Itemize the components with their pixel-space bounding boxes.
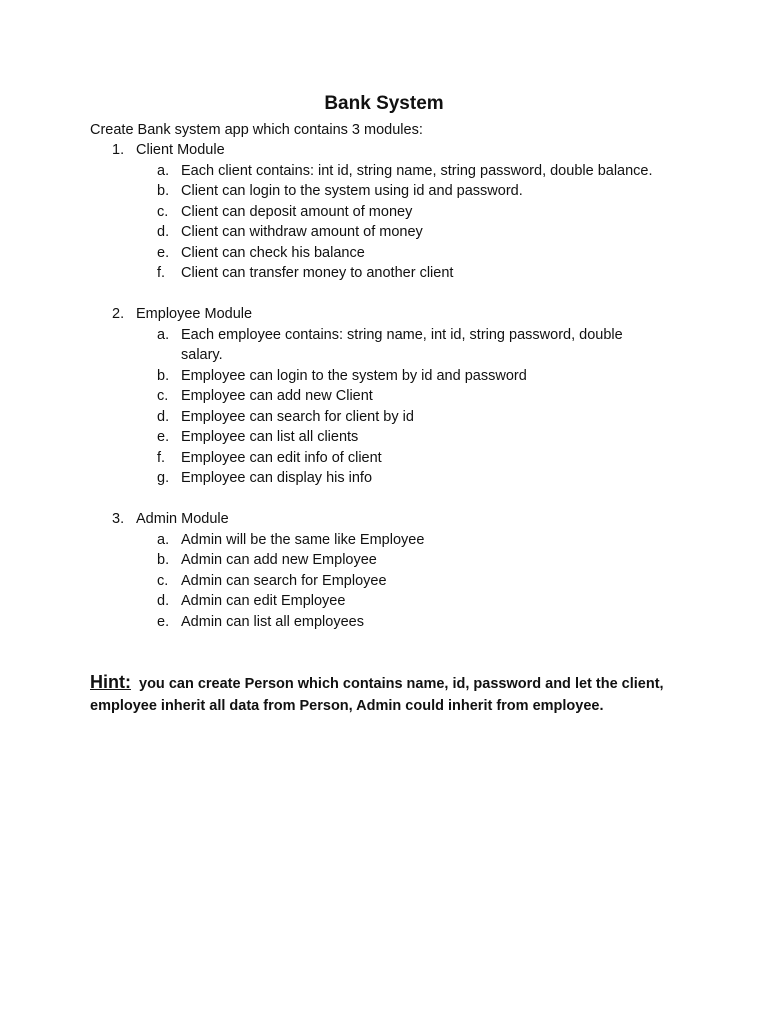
list-item bbox=[0, 571, 768, 592]
admin-module bbox=[0, 509, 768, 632]
list-item bbox=[0, 468, 768, 489]
item-text: Admin can add new Employee bbox=[181, 552, 377, 568]
list-item bbox=[0, 550, 768, 571]
list-item bbox=[0, 427, 768, 448]
item-letter: c. bbox=[157, 203, 169, 220]
item-text: Client can transfer money to another client bbox=[181, 265, 454, 281]
item-text: Admin can list all employees bbox=[181, 613, 364, 630]
item-text: Client can check his balance bbox=[181, 244, 365, 261]
item-letter: a. bbox=[157, 326, 170, 343]
item-letter: d. bbox=[157, 224, 170, 240]
item-letter: b. bbox=[157, 367, 170, 384]
item-letter: f. bbox=[157, 449, 166, 466]
list-item bbox=[0, 612, 768, 633]
item-letter: e. bbox=[157, 429, 170, 445]
item-letter: c. bbox=[157, 388, 169, 404]
item-text: Employee can add new Client bbox=[181, 388, 373, 404]
item-text: Client can deposit amount of money bbox=[181, 203, 413, 220]
list-item bbox=[0, 161, 768, 182]
list-item bbox=[0, 263, 768, 284]
item-text: Employee can login to the system by id and password bbox=[181, 367, 527, 384]
list-item bbox=[0, 366, 768, 387]
module-number: 3. bbox=[112, 511, 125, 527]
item-text: Each client contains: int id, string name, string password, double balance. bbox=[181, 162, 653, 179]
module-name: Admin Module bbox=[136, 511, 229, 527]
item-text: Admin can edit Employee bbox=[181, 593, 346, 609]
item-letter: e. bbox=[157, 244, 170, 261]
item-letter: g. bbox=[157, 470, 170, 486]
module-heading bbox=[0, 140, 768, 161]
item-letter: d. bbox=[157, 593, 170, 609]
item-text: Employee can edit info of client bbox=[181, 449, 382, 466]
item-text: Admin can search for Employee bbox=[181, 572, 387, 589]
employee-module bbox=[0, 304, 768, 489]
client-module bbox=[0, 140, 768, 284]
list-item bbox=[0, 386, 768, 407]
module-number: 1. bbox=[112, 142, 125, 158]
module-name: Client Module bbox=[136, 142, 225, 158]
hint-label: Hint: bbox=[90, 672, 131, 692]
item-letter: a. bbox=[157, 162, 170, 179]
list-item bbox=[0, 530, 768, 551]
hint-text: you can create Person which contains name, id, password and let the client, employee inherit all data from Person, Admin could inherit from employee. bbox=[90, 676, 664, 714]
item-letter: f. bbox=[157, 265, 166, 281]
item-letter: e. bbox=[157, 613, 170, 630]
list-item bbox=[0, 407, 768, 428]
list-item bbox=[0, 202, 768, 223]
item-text: Employee can display his info bbox=[181, 470, 373, 486]
list-item bbox=[0, 325, 768, 366]
list-item bbox=[0, 181, 768, 202]
document-title: Bank System bbox=[324, 93, 444, 114]
item-letter: d. bbox=[157, 408, 170, 425]
item-letter: c. bbox=[157, 572, 169, 589]
module-name: Employee Module bbox=[136, 306, 253, 322]
intro-text: Create Bank system app which contains 3 modules: bbox=[90, 122, 423, 138]
item-letter: b. bbox=[157, 552, 170, 568]
item-letter: b. bbox=[157, 183, 170, 199]
item-text: Employee can list all clients bbox=[181, 429, 359, 445]
list-item bbox=[0, 222, 768, 243]
item-text: Each employee contains: string name, int id, string password, double salary. bbox=[181, 326, 623, 363]
module-number: 2. bbox=[112, 306, 125, 322]
module-heading bbox=[0, 304, 768, 325]
list-item bbox=[0, 591, 768, 612]
item-text: Employee can search for client by id bbox=[181, 408, 414, 425]
item-text: Admin will be the same like Employee bbox=[181, 531, 425, 548]
item-text: Client can login to the system using id and password. bbox=[181, 183, 523, 199]
item-text: Client can withdraw amount of money bbox=[181, 224, 423, 240]
module-heading bbox=[0, 509, 768, 530]
list-item bbox=[0, 243, 768, 264]
list-item bbox=[0, 448, 768, 469]
item-letter: a. bbox=[157, 531, 170, 548]
hint-paragraph bbox=[90, 671, 690, 717]
